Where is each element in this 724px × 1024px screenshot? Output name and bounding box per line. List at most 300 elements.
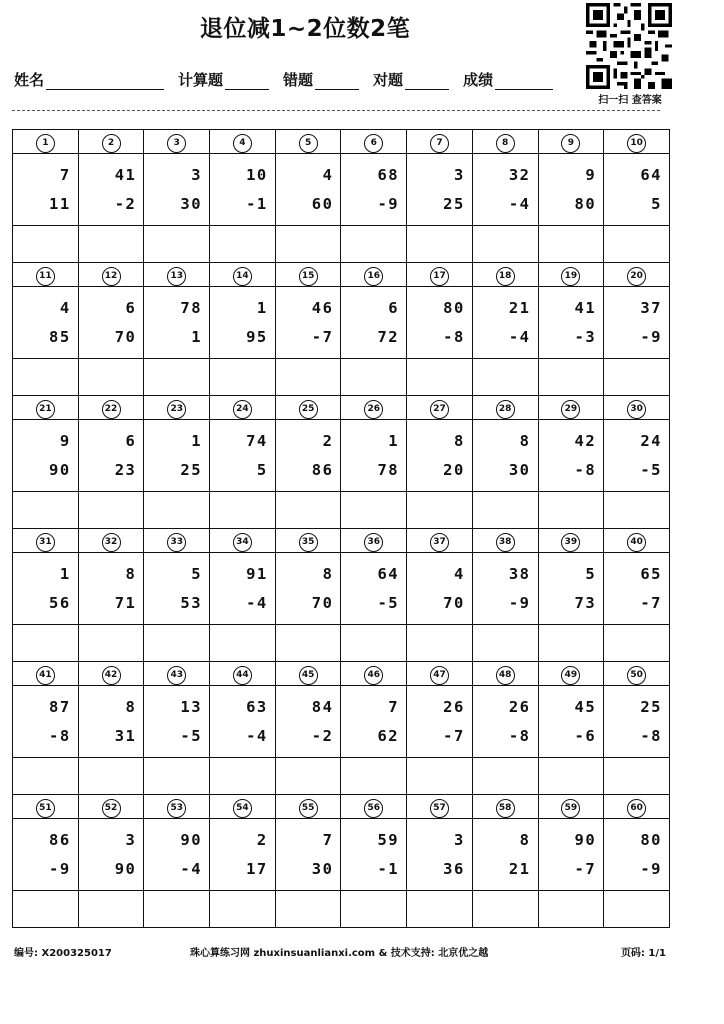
first-number: 64 [377,565,400,583]
problem-number-cell [275,263,341,287]
first-number: 26 [508,698,531,716]
answer-cell[interactable] [538,359,604,396]
problem-cell [472,154,538,226]
problem-number-badge: 1 [36,134,55,153]
first-number: 8 [125,565,137,583]
answer-cell[interactable] [538,492,604,529]
problem-number-cell [407,662,473,686]
problem-cell [144,819,210,891]
problem-number-badge: 18 [496,267,515,286]
problem-number-badge: 53 [167,799,186,818]
problem-cell [341,154,407,226]
problem-number-cell [341,396,407,420]
second-number: 53 [180,594,203,612]
first-number: 5 [585,565,597,583]
problem-number-badge: 30 [627,400,646,419]
first-number: 6 [125,299,137,317]
problem-cell [13,420,79,492]
answer-cell[interactable] [538,226,604,263]
answer-cell[interactable] [604,758,670,795]
student-info-row [14,66,584,90]
problem-number-badge: 40 [627,533,646,552]
second-number: 70 [114,328,137,346]
problem-cell [407,819,473,891]
first-number: 8 [453,432,465,450]
second-number: 78 [377,461,400,479]
problem-number-badge: 7 [430,134,449,153]
first-number: 9 [585,166,597,184]
first-number: 4 [59,299,71,317]
problem-number-badge: 22 [102,400,121,419]
first-number: 63 [246,698,268,716]
problem-number-cell [13,529,79,553]
problem-number-badge: 5 [299,134,318,153]
problem-cell [604,154,670,226]
problem-cell [604,819,670,891]
problem-cell [472,686,538,758]
problem-number-badge: 12 [102,267,121,286]
answer-cell[interactable] [407,226,473,263]
problem-number-cell [210,396,276,420]
problem-cell [275,420,341,492]
first-number: 9 [59,432,71,450]
problem-cell [538,287,604,359]
answer-cell[interactable] [341,758,407,795]
problem-number-badge: 33 [167,533,186,552]
answer-cell[interactable] [341,492,407,529]
problem-number-badge: 42 [102,666,121,685]
first-number: 1 [59,565,71,583]
second-number: 25 [443,195,465,213]
problem-number-cell [275,662,341,686]
first-number: 46 [311,299,334,317]
second-number: -9 [640,328,662,346]
problem-number-cell [604,396,670,420]
problem-cell [275,686,341,758]
problem-number-cell [472,795,538,819]
second-number: -8 [508,727,531,745]
first-number: 3 [453,831,465,849]
second-number: 95 [246,328,268,346]
first-number: 41 [114,166,137,184]
problem-cell [210,553,276,625]
problem-cell [407,686,473,758]
field-label: 错题 [283,71,314,89]
problem-number-cell [13,662,79,686]
problem-cell [407,154,473,226]
problem-number-badge: 21 [36,400,55,419]
problem-number-badge: 52 [102,799,121,818]
problem-number-cell [472,662,538,686]
answer-cell[interactable] [144,226,210,263]
problem-cell [341,686,407,758]
second-number: -7 [574,860,597,878]
second-number: 85 [49,328,71,346]
answer-cell[interactable] [472,492,538,529]
problem-cell [210,819,276,891]
problem-number-badge: 10 [627,134,646,153]
second-number: 5 [651,195,662,213]
second-number: -7 [640,594,662,612]
second-number: -4 [246,594,268,612]
problem-cell [472,553,538,625]
answer-cell[interactable] [538,625,604,662]
answer-cell[interactable] [604,625,670,662]
problem-cell [341,553,407,625]
problem-number-badge: 19 [561,267,580,286]
problem-number-cell [341,263,407,287]
second-number: 80 [574,195,597,213]
first-number: 38 [508,565,531,583]
field-label: 成绩 [463,71,494,89]
problem-number-cell [144,130,210,154]
problem-number-cell [210,662,276,686]
answer-cell[interactable] [13,625,79,662]
field-blank-line[interactable] [225,72,269,90]
problem-cell [275,819,341,891]
answer-cell[interactable] [407,492,473,529]
problem-number-cell [13,795,79,819]
answer-cell[interactable] [78,625,144,662]
first-number: 8 [519,831,531,849]
first-number: 65 [640,565,662,583]
problem-cell [144,553,210,625]
answer-cell[interactable] [13,359,79,396]
problem-number-badge: 26 [364,400,383,419]
problem-number-cell [210,529,276,553]
second-number: -8 [574,461,597,479]
first-number: 1 [191,432,203,450]
answer-cell[interactable] [341,891,407,928]
second-number: 73 [574,594,597,612]
field-blank-line[interactable] [405,72,449,90]
problem-number-cell [275,396,341,420]
problem-number-cell [13,263,79,287]
problem-number-cell [78,529,144,553]
problem-cell [13,819,79,891]
problem-cell [275,553,341,625]
problem-number-badge: 47 [430,666,449,685]
problem-number-badge: 23 [167,400,186,419]
second-number: -5 [640,461,662,479]
first-number: 6 [125,432,137,450]
problem-number-badge: 38 [496,533,515,552]
problem-number-badge: 27 [430,400,449,419]
answer-cell[interactable] [472,891,538,928]
answer-cell[interactable] [604,891,670,928]
problem-number-cell [407,795,473,819]
second-number: -9 [49,860,71,878]
second-number: -3 [574,328,597,346]
first-number: 74 [246,432,268,450]
problem-cell [604,553,670,625]
page-footer [14,944,666,960]
second-number: 11 [49,195,71,213]
first-number: 6 [388,299,400,317]
answer-cell[interactable] [78,359,144,396]
problem-number-badge: 58 [496,799,515,818]
answer-cell[interactable] [604,359,670,396]
second-number: 36 [443,860,465,878]
problem-cell [472,420,538,492]
problem-number-cell [78,263,144,287]
first-number: 3 [453,166,465,184]
answer-cell[interactable] [210,492,276,529]
problem-number-cell [210,130,276,154]
second-number: 31 [114,727,137,745]
first-number: 80 [443,299,465,317]
second-number: -7 [311,328,334,346]
problem-number-badge: 46 [364,666,383,685]
answer-cell[interactable] [472,226,538,263]
problem-cell [341,287,407,359]
problem-cell [604,420,670,492]
problem-number-badge: 20 [627,267,646,286]
problem-number-cell [604,529,670,553]
first-number: 32 [508,166,531,184]
second-number: -8 [443,328,465,346]
second-number: 21 [508,860,531,878]
second-number: 70 [311,594,334,612]
problem-number-badge: 45 [299,666,318,685]
answer-cell[interactable] [210,891,276,928]
problem-cell [407,553,473,625]
field-blank-line[interactable] [46,72,164,90]
first-number: 45 [574,698,597,716]
first-number: 2 [256,831,268,849]
second-number: 60 [311,195,334,213]
problem-grid [12,129,670,930]
problem-cell [604,287,670,359]
problem-cell [538,819,604,891]
field-label: 对题 [373,71,404,89]
answer-cell[interactable] [144,891,210,928]
problem-number-cell [604,795,670,819]
second-number: 20 [443,461,465,479]
answer-cell[interactable] [604,492,670,529]
first-number: 78 [180,299,203,317]
problem-cell [13,686,79,758]
field-blank-line[interactable] [315,72,359,90]
first-number: 84 [311,698,334,716]
answer-cell[interactable] [275,758,341,795]
problem-number-badge: 32 [102,533,121,552]
second-number: -4 [246,727,268,745]
second-number: 70 [443,594,465,612]
problem-number-badge: 41 [36,666,55,685]
problem-number-cell [538,263,604,287]
problem-number-badge: 44 [233,666,252,685]
problem-number-badge: 14 [233,267,252,286]
answer-cell[interactable] [472,625,538,662]
answer-cell[interactable] [78,226,144,263]
answer-cell[interactable] [275,492,341,529]
answer-cell[interactable] [407,359,473,396]
first-number: 8 [125,698,137,716]
second-number: 17 [246,860,268,878]
problem-number-badge: 39 [561,533,580,552]
first-number: 13 [180,698,203,716]
problem-number-cell [538,396,604,420]
answer-cell[interactable] [78,758,144,795]
second-number: -4 [180,860,203,878]
first-number: 86 [49,831,71,849]
first-number: 64 [640,166,662,184]
problem-number-cell [144,662,210,686]
problem-cell [341,420,407,492]
problem-number-badge: 56 [364,799,383,818]
problem-number-cell [538,529,604,553]
second-number: -5 [180,727,203,745]
second-number: -9 [508,594,531,612]
problem-number-cell [13,130,79,154]
problem-number-badge: 11 [36,267,55,286]
answer-cell[interactable] [144,625,210,662]
first-number: 59 [377,831,400,849]
qr-caption: 扫一扫 查答案 [598,95,662,106]
answer-cell[interactable] [407,758,473,795]
first-number: 42 [574,432,597,450]
answer-cell[interactable] [13,492,79,529]
first-number: 2 [322,432,334,450]
problem-cell [78,553,144,625]
answer-cell[interactable] [210,226,276,263]
problem-number-cell [472,396,538,420]
first-number: 3 [191,166,203,184]
first-number: 5 [191,565,203,583]
answer-cell[interactable] [210,359,276,396]
problem-number-badge: 29 [561,400,580,419]
second-number: -8 [49,727,71,745]
problem-number-badge: 16 [364,267,383,286]
problem-number-cell [538,130,604,154]
answer-cell[interactable] [144,359,210,396]
page-title: 退位减1~2位数2笔 [199,16,411,42]
problem-cell [275,287,341,359]
problem-number-badge: 37 [430,533,449,552]
answer-cell[interactable] [472,359,538,396]
problem-number-badge: 50 [627,666,646,685]
problem-cell [538,686,604,758]
first-number: 1 [388,432,400,450]
problem-number-badge: 43 [167,666,186,685]
problem-number-badge: 60 [627,799,646,818]
answer-cell[interactable] [13,226,79,263]
first-number: 26 [443,698,465,716]
second-number: 71 [114,594,137,612]
field-label: 计算题 [178,71,224,89]
problem-number-cell [144,529,210,553]
problem-number-badge: 13 [167,267,186,286]
answer-cell[interactable] [341,625,407,662]
answer-cell[interactable] [275,891,341,928]
second-number: 23 [114,461,137,479]
problem-number-badge: 28 [496,400,515,419]
problem-number-cell [78,130,144,154]
answer-cell[interactable] [538,758,604,795]
problem-cell [78,819,144,891]
problem-number-cell [407,529,473,553]
answer-cell[interactable] [78,891,144,928]
second-number: -1 [246,195,268,213]
problem-cell [341,819,407,891]
problem-number-cell [604,263,670,287]
first-number: 90 [574,831,597,849]
second-number: 30 [311,860,334,878]
answer-cell[interactable] [275,625,341,662]
problem-cell [13,553,79,625]
page-number: 页码: 1/1 [620,948,666,959]
first-number: 68 [377,166,400,184]
answer-cell[interactable] [78,492,144,529]
answer-cell[interactable] [341,226,407,263]
answer-cell[interactable] [538,891,604,928]
problem-number-cell [341,130,407,154]
problem-number-cell [275,130,341,154]
answer-cell[interactable] [13,758,79,795]
problem-number-badge: 15 [299,267,318,286]
problem-number-cell [341,662,407,686]
second-number: -7 [443,727,465,745]
answer-cell[interactable] [407,891,473,928]
problem-number-badge: 3 [167,134,186,153]
first-number: 8 [322,565,334,583]
problem-number-badge: 57 [430,799,449,818]
problem-cell [78,287,144,359]
answer-cell[interactable] [210,758,276,795]
first-number: 87 [49,698,71,716]
answer-cell[interactable] [341,359,407,396]
problem-number-badge: 4 [233,134,252,153]
problem-cell [538,420,604,492]
answer-cell[interactable] [407,625,473,662]
problem-cell [210,287,276,359]
answer-cell[interactable] [275,359,341,396]
answer-cell[interactable] [144,758,210,795]
second-number: 30 [508,461,531,479]
first-number: 4 [453,565,465,583]
problem-number-badge: 31 [36,533,55,552]
answer-cell[interactable] [13,891,79,928]
second-number: 62 [377,727,400,745]
problem-cell [275,154,341,226]
problem-number-cell [78,396,144,420]
problem-number-badge: 25 [299,400,318,419]
answer-cell[interactable] [144,492,210,529]
problem-number-cell [604,130,670,154]
first-number: 10 [246,166,268,184]
problem-cell [538,553,604,625]
field-blank-line[interactable] [495,72,553,90]
problem-number-badge: 36 [364,533,383,552]
answer-cell[interactable] [210,625,276,662]
second-number: -1 [377,860,400,878]
problem-number-cell [275,795,341,819]
second-number: -2 [114,195,137,213]
answer-cell[interactable] [604,226,670,263]
first-number: 7 [59,166,71,184]
second-number: -4 [508,195,531,213]
first-number: 41 [574,299,597,317]
problem-number-cell [472,529,538,553]
answer-cell[interactable] [472,758,538,795]
problem-number-badge: 2 [102,134,121,153]
second-number: -5 [377,594,400,612]
second-number: 1 [191,328,203,346]
problem-number-cell [538,795,604,819]
second-number: 90 [49,461,71,479]
answer-cell[interactable] [275,226,341,263]
